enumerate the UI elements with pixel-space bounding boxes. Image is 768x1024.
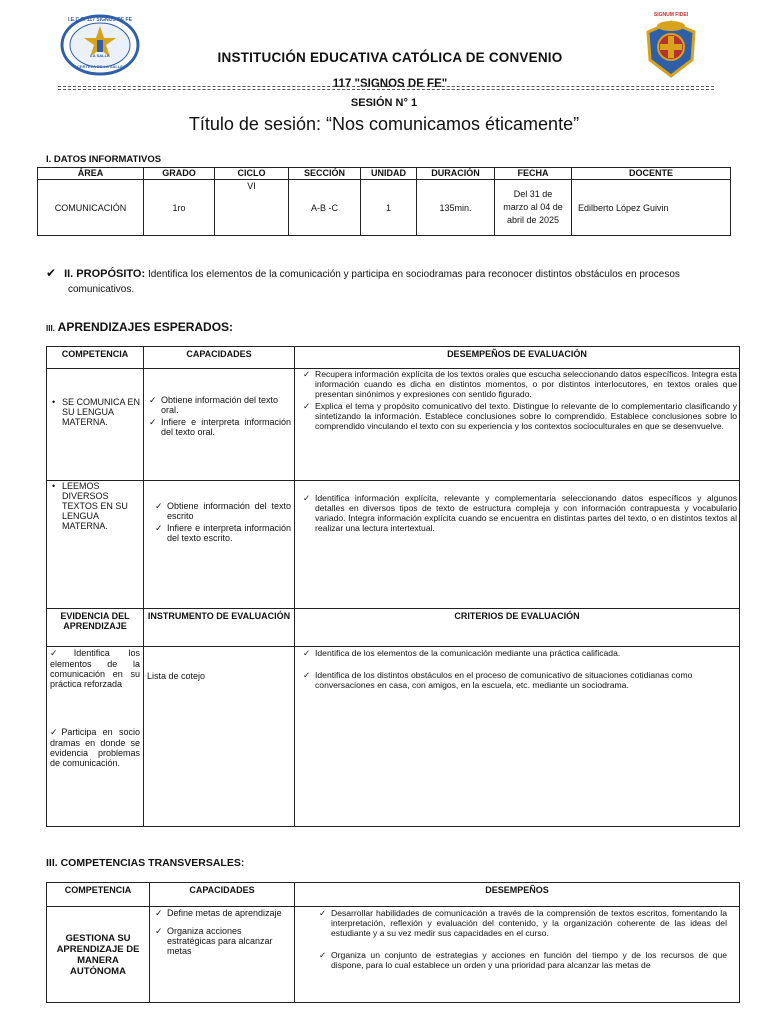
session-number: SESIÓN N° 1 [350, 97, 418, 109]
desempeno-item: ✓ Desarrollar habilidades de comunicación a través de la comprensión de textos escritos, fomentando la interpretación, reflexión y evaluación del contenido, y la organización coherente de las ideas del estudiante y a su vez medir sus capacidades en el curso. [317, 908, 727, 938]
transversales-table [46, 882, 740, 1003]
col-competencia: COMPETENCIA [47, 883, 150, 907]
institution-subtitle: 117 "SIGNOS DE FE" [332, 78, 448, 90]
capacidad-item: ✓ Obtiene información del texto oral. [147, 395, 291, 415]
desempeno-item: ✓ Explica el tema y propósito comunicativo del texto. Distingue lo relevante de lo complementario clasificando y sintetizando la información. Establece conclusiones sobre lo comprendido. Establece conclusiones sobre lo comprendido vinculando el texto con su experiencia y los contextos socioculturales en que se desenvuelve. [301, 401, 737, 431]
col-ciclo: CICLO [215, 168, 289, 180]
col-evidencia: EVIDENCIA DEL APRENDIZAJE [47, 609, 144, 647]
aprendizajes-title: APRENDIZAJES ESPERADOS: [57, 320, 234, 334]
aprendizajes-numeral: III. [46, 324, 55, 333]
capacidad-item: ✓ Define metas de aprendizaje [153, 908, 291, 918]
divider-line [58, 86, 714, 87]
col-desempenos: DESEMPEÑOS [295, 883, 740, 907]
cell-fecha: Del 31 de marzo al 04 de abril de 2025 [495, 180, 572, 236]
desempeno-item: ✓ Recupera información explícita de los textos orales que escucha seleccionando datos específicos. Integra esta información cuando es dicha en distintos momentos, o por distintos interlocutores, en textos orales que presentan sinónimos y expresiones con sentido figurado. [301, 369, 737, 399]
desempenos-cell [295, 907, 740, 1003]
col-desempenos: DESEMPEÑOS DE EVALUACIÓN [295, 347, 740, 369]
capacidad-item: ✓ Infiere e interpreta información del texto oral. [147, 417, 291, 437]
proposito-label: II. PROPÓSITO: [64, 268, 146, 280]
proposito-text: Identifica los elementos de la comunicación y participa en sociodramas para reconocer distintos obstáculos en procesos [147, 269, 680, 280]
col-docente: DOCENTE [572, 168, 731, 180]
desempeno-item: ✓ Organiza un conjunto de estrategias y acciones en función del tiempo y de los recursos de que dispone, para lo cual establece un orden y una prioridad para alcanzar las metas de [317, 950, 727, 970]
col-area: ÁREA [38, 168, 144, 180]
desempeno-item: ✓ Identifica información explícita, relevante y complementaria seleccionando datos específicos y algunos detalles en diversos tipos de texto de estructura compleja y con información contrapuesta y vocabulario variado. Integra información explícita cuando se encuentra en distintas partes del texto, o en distintos textos al realizar una lectura intertextual. [301, 493, 737, 533]
proposito-text-2: comunicativos. [68, 284, 135, 295]
cell-unidad: 1 [361, 180, 417, 236]
col-seccion: SECCIÓN [289, 168, 361, 180]
cell-ciclo: VI [215, 180, 289, 236]
left-logo-bottom-text: CERTEZA DE LA SALLE [77, 64, 123, 69]
capacidades-cell [150, 907, 295, 1003]
evidencias-cell [47, 647, 144, 827]
capacidades-cell [144, 481, 295, 609]
divider-line [58, 89, 714, 90]
col-instrumento: INSTRUMENTO DE EVALUACIÓN [144, 609, 295, 647]
competencia-transversal: GESTIONA SU APRENDIZAJE DE MANERA AUTÓNOMA [47, 907, 150, 1003]
desempenos-cell [295, 481, 740, 609]
col-criterios: CRITERIOS DE EVALUACIÓN [295, 609, 740, 647]
cell-docente: Edilberto López Guivin [572, 180, 731, 236]
competencia-text: • SE COMUNICA EN SU LENGUA MATERNA. [50, 397, 140, 427]
school-logo-right [638, 14, 704, 80]
capacidad-item: ✓ Obtiene información del texto escrito [153, 501, 291, 521]
col-unidad: UNIDAD [361, 168, 417, 180]
col-grado: GRADO [144, 168, 215, 180]
cell-duracion: 135min. [417, 180, 495, 236]
proposito-section [46, 266, 726, 297]
institution-name: INSTITUCIÓN EDUCATIVA CATÓLICA DE CONVENIO [217, 50, 563, 65]
datos-table [37, 167, 731, 236]
col-fecha: FECHA [495, 168, 572, 180]
cell-seccion: A-B -C [289, 180, 361, 236]
capacidad-item: ✓ Organiza acciones estratégicas para alcanzar metas [153, 926, 291, 956]
competencia-text: • LEEMOS DIVERSOS TEXTOS EN SU LENGUA MATERNA. [50, 481, 132, 531]
criterios-cell [295, 647, 740, 827]
competencia-cell [47, 481, 144, 609]
criterio-item: ✓ Identifica de los elementos de la comunicación mediante una práctica calificada. [301, 648, 737, 658]
checkmark-icon: ✔ [46, 266, 57, 280]
right-logo-text: SIGNUM FIDEI [653, 12, 689, 18]
criterio-item: ✓ Identifica de los distintos obstáculos en el proceso de comunicativo de situaciones cotidianas como conversaciones en casa, con amigos, en la escuela, etc. mediante un sociodrama. [301, 670, 737, 690]
col-duracion: DURACIÓN [417, 168, 495, 180]
competencia-cell [47, 369, 144, 481]
instrumento-cell: Lista de cotejo [144, 647, 295, 827]
aprendizajes-table [46, 346, 740, 827]
evidencia-item: ✓Participa en socio dramas en donde se evidencia problemas de comunicación. [50, 727, 140, 768]
desempenos-cell [295, 369, 740, 481]
col-capacidades: CAPACIDADES [150, 883, 295, 907]
aprendizajes-heading [46, 320, 233, 334]
transversales-heading: III. COMPETENCIAS TRANSVERSALES: [46, 857, 245, 869]
datos-heading: I. DATOS INFORMATIVOS [46, 154, 162, 165]
cell-grado: 1ro [144, 180, 215, 236]
left-logo-text: I.E.C.C. 117 SIGNOS DE FE [68, 17, 132, 23]
col-competencia: COMPETENCIA [47, 347, 144, 369]
col-capacidades: CAPACIDADES [144, 347, 295, 369]
capacidad-item: ✓ Infiere e interpreta información del texto escrito. [153, 523, 291, 543]
left-logo-mid-text: LA SALLE [90, 53, 110, 58]
capacidades-cell [144, 369, 295, 481]
evidencia-item: ✓Identifica los elementos de la comunicación en su práctica reforzada [50, 648, 140, 689]
cell-area: COMUNICACIÓN [38, 180, 144, 236]
session-title: Título de sesión: “Nos comunicamos éticamente” [188, 114, 580, 134]
